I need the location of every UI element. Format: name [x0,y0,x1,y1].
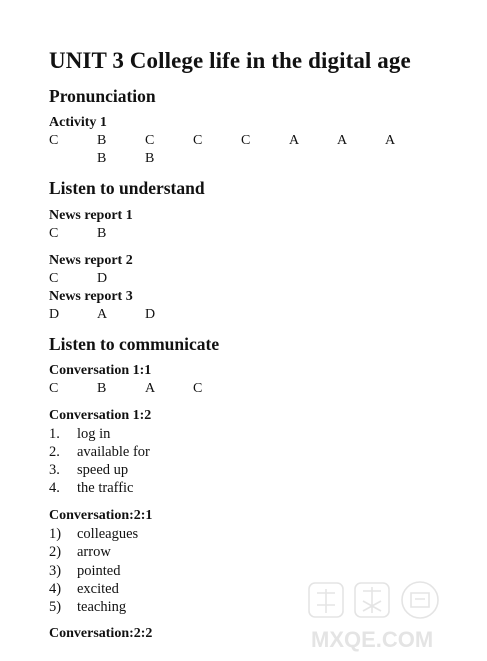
conversation-2-1-label: Conversation:2:1 [49,508,153,523]
activity-1-label: Activity 1 [49,115,107,130]
list-item-text: colleagues [77,526,139,542]
site-watermark-logo [299,575,479,655]
answer-cell: D [145,307,156,322]
answer-cell: C [49,133,59,148]
answer-cell: A [385,133,396,148]
section-heading-pronunciation: Pronunciation [49,86,156,106]
list-item-text: pointed [77,563,121,579]
answer-cell: C [193,381,203,396]
watermark-text: MXQE.COM [311,627,434,652]
answer-cell: D [49,307,60,322]
answer-cell: C [193,133,203,148]
section-heading-listen-to-communicate: Listen to communicate [49,334,220,354]
list-item-text: speed up [77,462,129,478]
conversation-1-1-label: Conversation 1:1 [49,363,152,378]
answer-cell: B [97,151,107,166]
list-item-text: teaching [77,599,127,615]
answer-cell: A [337,133,348,148]
answer-cell: C [49,271,59,286]
answer-cell: C [241,133,251,148]
news-report-1-label: News report 1 [49,208,133,223]
news-report-3-label: News report 3 [49,289,133,304]
list-item-number: 5) [49,599,62,615]
list-item-number: 4. [49,480,60,496]
answer-cell: C [49,226,59,241]
list-item-text: arrow [77,544,111,560]
list-item-number: 4) [49,581,62,597]
list-item-text: available for [77,444,150,460]
answer-cell: A [97,307,108,322]
answer-cell: B [97,381,107,396]
news-report-2-label: News report 2 [49,253,133,268]
page-title: UNIT 3 College life in the digital age [49,48,411,73]
answer-cell: C [145,133,155,148]
list-item-number: 3) [49,563,62,579]
list-item-text: log in [77,426,111,442]
answer-cell: B [97,226,107,241]
list-item-number: 2. [49,444,60,460]
list-item-number: 1) [49,526,62,542]
list-item-number: 3. [49,462,60,478]
list-item-number: 2) [49,544,62,560]
list-item-text: excited [77,581,119,597]
list-item-text: the traffic [77,480,134,496]
answer-cell: C [49,381,59,396]
answer-cell: D [97,271,108,286]
answer-cell: A [145,381,156,396]
conversation-1-2-label: Conversation 1:2 [49,408,152,423]
answer-cell: B [145,151,155,166]
answer-cell: B [97,133,107,148]
section-heading-listen-to-understand: Listen to understand [49,178,205,198]
answer-cell: A [289,133,300,148]
conversation-2-2-label: Conversation:2:2 [49,626,153,641]
list-item-number: 1. [49,426,60,442]
